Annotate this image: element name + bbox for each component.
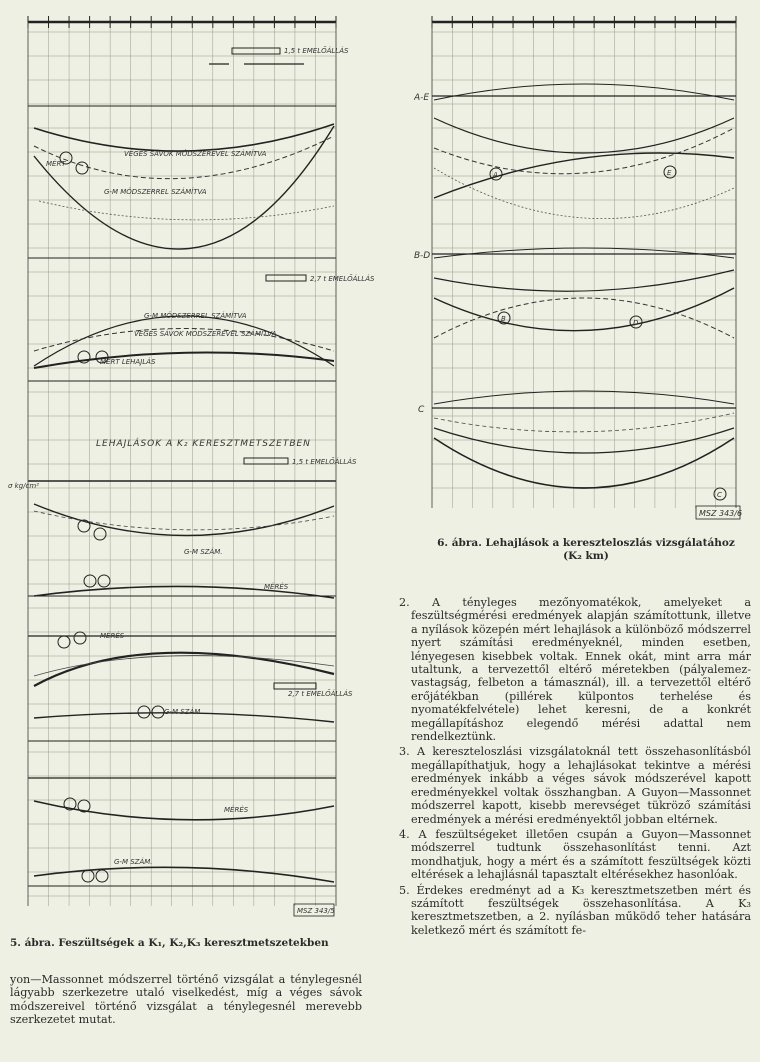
figure-6 [414,8,754,528]
section-label: LEHAJLÁSOK A K₂ KERESZTMETSZETBEN [96,439,311,449]
row-label-ae: A-E [414,93,430,103]
figure-6-caption-line2: (K₂ km) [563,550,609,562]
figure-6-drawing [414,8,754,528]
load-label-mid: 2,7 t EMELŐÁLLÁS [310,275,374,283]
figure-5-caption-text: 5. ábra. Feszültségek a K₁, K₂,K₃ keresztmetszetekben [10,937,329,949]
figure-6-caption [416,537,756,563]
circle-label-b: B [501,315,506,323]
left-column-text [10,973,362,1027]
figure-5 [4,6,374,924]
left-paragraph: yon—Massonnet módszerrel történő vizsgálat a ténylegesnél lágyabb szerkezetre utaló viselkedést, míg a véges sávok módszereivel történő vizsgálat a ténylegesnél merevebb szerkezetet mutat. [10,973,362,1027]
right-column-text [399,596,751,939]
circle-label-c: C [717,491,722,499]
paragraph-3: 3. A kereszteloszlási vizsgálatoknál tett összehasonlításból megállapíthatjuk, hogy a lehajlásokat tekintve a mérési eredmények inkább a véges sávok módszerével kapott eredményekkel voltak összhangban. A Guyon—Massonnet módszerrel kapott, kisebb merevséget tükröző számítási eredmények a mérési eredményektől jobban eltérnek. [399,745,751,826]
curve-label-gm-szam-2: G-M SZÁM. [164,708,203,716]
figure-6-stamp: MSZ 343/6 [699,509,743,518]
row-label-bd: B-D [414,251,431,261]
circle-label-e: E [667,169,672,177]
paragraph-4: 4. A feszültségeket illetően csupán a Guyon—Massonnet módszerrel tudtunk összehasonlítást tenni. Azt mondhatjuk, hogy a mért és a számított feszültségek közti eltérések a lehajlásnál tapasztalt eltérésekhez hasonlóak. [399,827,751,882]
circle-label-a: A [493,171,498,179]
curve-label-mert-lehajlas: MÉRT LEHAJLÁS [100,358,156,366]
circle-label-d: D [633,319,639,327]
curve-label-gm-szam-3: G-M SZÁM. [114,858,153,866]
load-label-top: 1,5 t EMELŐÁLLÁS [284,47,349,55]
figure-5-caption [10,937,370,950]
load-label-bottom: 2,7 t EMELŐÁLLÁS [288,690,353,698]
curve-label-gm-2: G-M MÓDSZERREL SZÁMÍTVA [144,312,247,320]
curve-label-meres-1: MÉRÉS [264,583,289,591]
curve-label-meres-3: MÉRÉS [224,806,249,814]
row-label-c: C [418,405,425,415]
paragraph-2: 2. A tényleges mezőnyomatékok, amelyeket a feszültségmérési eredmények alapján számítottunk, illetve a nyílások közepén mért lehajlások a különböző módszerrel nyert számítási eredményeknél, minden esetben, lényegesen kisebbek voltak. Ennek okát, mint arra már utaltunk, a tervezettől eltérő méretekben (pályalemez-vastagság, felbeton a támasznál), ill. a tervezettől eltérő erőjátékban (pillérek külpontos terhelése és nyomatékfelvétele) lehet keresni, de a konkrét megállapításhoz elegendő mérési adattal nem rendelkeztünk. [399,596,751,744]
curve-label-mert-1: MÉRT [46,160,66,168]
curve-label-meres-2: MÉRÉS [100,632,125,640]
axis-left-label: σ kg/cm² [8,482,39,490]
figure-5-stamp: MSZ 343/5 [297,907,335,915]
curve-label-veges-2: VÉGES SÁVOK MÓDSZEREVEL SZÁMÍTVA [134,330,277,338]
curve-label-gm-1: G-M MÓDSZERREL SZÁMÍTVA [104,188,207,196]
figure-6-caption-line1: 6. ábra. Lehajlások a kereszteloszlás vizsgálatához [437,537,735,549]
load-label-low: 1,5 t EMELŐÁLLÁS [292,458,357,466]
figure-5-drawing [4,6,374,924]
curve-label-veges-1: VÉGES SÁVOK MÓDSZEREVEL SZÁMÍTVA [124,150,267,158]
curve-label-gm-szam-1: G-M SZÁM. [184,548,223,556]
paragraph-5: 5. Érdekes eredményt ad a K₃ keresztmetszetben mért és számított feszültségek összehasonlítása. A K₃ keresztmetszetben, a 2. nyílásban működő teher hatására keletkező mért és számított fe- [399,883,751,937]
